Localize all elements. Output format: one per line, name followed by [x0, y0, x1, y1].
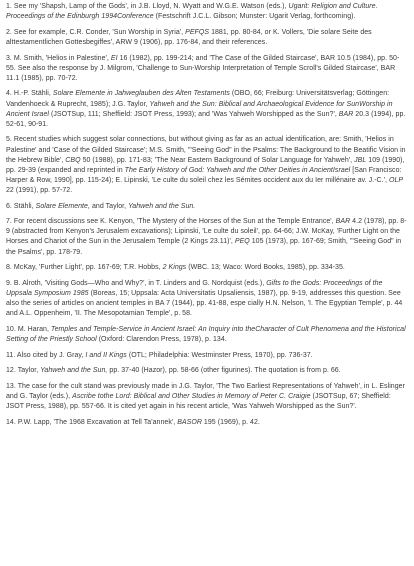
- footnote-text: (Festschrift J.C.L. Gibson; Munster: Ugarit Verlag, forthcoming).: [153, 13, 356, 21]
- footnote-text: 16 (1982), pp. 199-214; and 'The Case of the Gilded Staircase', BAR 10.5 (1984), pp. 50-55. See also the response by J. Milgrom, 'Challenge to Sun-Worship Interpretation of Temple Scroll's Gilded Staircase', BAR 11.1 (1985), pp. 70-72.: [6, 54, 400, 82]
- footnote-13: [6, 382, 408, 412]
- footnote-6: [6, 202, 408, 212]
- footnote-1: [6, 2, 408, 22]
- footnote-title-italic: I and II Kings: [85, 351, 127, 359]
- footnote-text: [San Francisco: Harper & Row, 1990], pp. 115-24); E. Lipinski, 'Le culte du soleil chez les Sémites occident aux du Ier millénaire av. J.-C.',: [6, 166, 402, 184]
- footnote-text: 195 (1969), p. 42.: [201, 418, 260, 426]
- footnotes-list: [0, 2, 414, 428]
- footnote-title-italic: PEFQS: [185, 28, 210, 36]
- footnote-12: [6, 366, 408, 376]
- footnote-title-italic: BAR: [335, 218, 351, 226]
- footnote-text: (JSOTSup, 67; Sheffield: JSOT Press, 1988), pp. 557-66. It is cited yet again in his recent article, 'Was Yahweh Worshipped as the Sun?'.: [6, 393, 391, 411]
- footnote-text: 11. Also cited by J. Gray,: [6, 351, 86, 359]
- footnote-7: [6, 217, 408, 257]
- footnote-text: 8. McKay, 'Further Light', pp. 167-69; T.R. Hobbs,: [6, 264, 163, 272]
- footnote-text: 14. P.W. Lapp, 'The 1968 Excavation at Tell Ta'annek',: [6, 418, 178, 426]
- footnote-9: [6, 279, 408, 319]
- footnote-text: 50 (1988), pp. 171-83; 'The Near Eastern Background of Solar Language for Yahweh',: [80, 156, 355, 164]
- footnote-10: [6, 325, 408, 345]
- footnote-text: 13. The case for the cult stand was previously made in J.G. Taylor, 'The Two Earliest Representations of Yahweh', in L. Eslinger and G. Taylor (eds.),: [6, 383, 405, 401]
- footnote-title-italic: Gifts to the Gods: Proceedings of the Uppsala Symposium 1985: [6, 279, 383, 297]
- footnote-text: 5. Recent studies which suggest solar connections, but without giving as far as an actual identification, are: Smith, 'Helios in Palestine' and 'Case of the Gilded Staircase'; M.S. Smith, '"Seeing God" in the Psalms: The Background to the Beatific Vision in the Hebrew Bible',: [6, 136, 406, 164]
- footnote-text: 22 (1991), pp. 57-72.: [6, 186, 73, 194]
- footnote-text: 7. For recent discussions see K. Kenyon, 'The Mystery of the Horses of the Sun at the Temple Entrance',: [6, 218, 336, 226]
- footnote-text: 105 (1973), pp. 167-69; Smith, '"Seeing God" in the Psalms', pp. 178-79.: [6, 238, 402, 256]
- footnote-text: (Oxford: Clarendon Press, 1978), p. 134.: [96, 335, 227, 343]
- footnote-text: 109 (1990), pp. 29-39 (expanded and reprinted in: [6, 156, 405, 174]
- footnote-text: 6. Stähli,: [6, 202, 36, 210]
- footnote-text: 9. B. Alroth, 'Visiting Gods—Who and Why?', in T. Linders and G. Nordquist (eds.),: [6, 279, 267, 287]
- footnote-text: (Boreas, 15; Uppsala: Acta Universitatis Upsaliensis, 1987), pp. 9-19, addresses this question. See also the series of articles on ancient temples in BA 7 (1944), pp. 41-88, espe cially H.N. Nelson, 'I. The Egyptian Temple', p. 44 and A.L. Oppenheim, 'II. The Mesopotamian Temple', p. 58.: [6, 290, 403, 318]
- footnote-text: pp. 37-40 (Hazor), pp. 58-66 (other figurines). The quotation is from p. 66.: [107, 367, 341, 375]
- footnote-text: 10. M. Haran,: [6, 325, 51, 333]
- footnote-14: [6, 418, 408, 428]
- footnote-text: and Taylor,: [89, 202, 129, 210]
- footnote-title-italic: The Early History of God: Yahweh and the Other Deities in AncientIsrael: [124, 166, 351, 174]
- footnote-title-italic: Temples and Temple-Service in Ancient Israel: An Inquiry into theCharacter of Cult Phenomena and the Historical Setting of the Priestly School: [6, 325, 406, 343]
- footnote-title-italic: Solare Elemente in Jahweglauben des Alten Testaments: [52, 90, 230, 98]
- footnote-title-italic: Yahweh and the Sun: Biblical and Archaeological Evidence for SunWorship in Ancient Israel: [6, 100, 393, 118]
- footnote-text: (OBO, 66; Freiburg: Universitätsverlag; Göttingen: Vandenhoeck & Ruprecht, 1985); J.G. Taylor,: [6, 90, 390, 108]
- footnote-title-italic: EI: [110, 54, 118, 62]
- footnote-title-italic: Ascribe tothe Lord: Biblical and Other Studies in Memory of Peter C. Craigie: [72, 393, 311, 401]
- footnote-title-italic: BAR: [338, 110, 354, 118]
- footnote-text: 12. Taylor,: [6, 367, 41, 375]
- footnote-text: 4.2 (1978), pp. 8-9 (abstracted from Kenyon's Jerusalem excavations); Lipinski, 'Le culte du soleil', pp. 64-66; J.W. McKay, 'Further Light on the Horses and Chariot of the Sun in the Jerusalem Temple (2 Kings 23.11)',: [6, 218, 407, 246]
- footnote-text: (WBC. 13; Waco: Word Books, 1985), pp. 334-35.: [186, 264, 345, 272]
- footnote-title-italic: Solare Elemente,: [35, 202, 90, 210]
- footnote-2: [6, 28, 408, 48]
- footnote-11: [6, 351, 408, 361]
- footnote-text: (OTL; Philadelphia: Westminster Press, 1970), pp. 736-37.: [126, 351, 313, 359]
- footnote-title-italic: JBL: [354, 156, 367, 164]
- footnote-title-italic: PEQ: [234, 238, 250, 246]
- footnote-5: [6, 135, 408, 196]
- footnote-title-italic: BASOR: [177, 418, 202, 426]
- footnote-text: 1881, pp. 80-84, or K. Vollers, 'Die solare Seite des alttestamentlichen Gottesbegiffes', ARW 9 (1906), pp. 176-84, and their references.: [6, 28, 372, 46]
- footnote-title-italic: 2 Kings: [162, 264, 187, 272]
- footnote-title-italic: OLP: [388, 176, 404, 184]
- footnote-title-italic: Yahweh and the Sun.: [128, 202, 196, 210]
- footnote-text: 20.3 (1994), pp. 52-61, 90-91.: [6, 110, 406, 128]
- footnote-text: 3. M. Smith, 'Helios in Palestine',: [6, 54, 111, 62]
- footnote-text: 4. H.-P. Stähli,: [6, 90, 53, 98]
- footnote-title-italic: Ugarit: Religion and Culture. Proceedings of the Edinburgh 1994Conference: [6, 3, 378, 21]
- footnote-text: 2. See for example, C.R. Conder, 'Sun Worship in Syria',: [6, 28, 186, 36]
- footnote-title-italic: CBQ: [65, 156, 81, 164]
- footnote-8: [6, 263, 408, 273]
- footnote-title-italic: Yahweh and the Sun,: [40, 367, 108, 375]
- footnote-text: 1. See my 'Shapsh, Lamp of the Gods', in J.B. Lloyd, N. Wyatt and W.G.E. Watson (eds.),: [6, 3, 289, 10]
- footnote-3: [6, 54, 408, 84]
- footnote-4: [6, 89, 408, 129]
- footnote-text: (JSOTSup, 111; Sheffield: JSOT Press, 1993); and 'Was Yahweh Worshipped as the Sun?',: [48, 110, 339, 118]
